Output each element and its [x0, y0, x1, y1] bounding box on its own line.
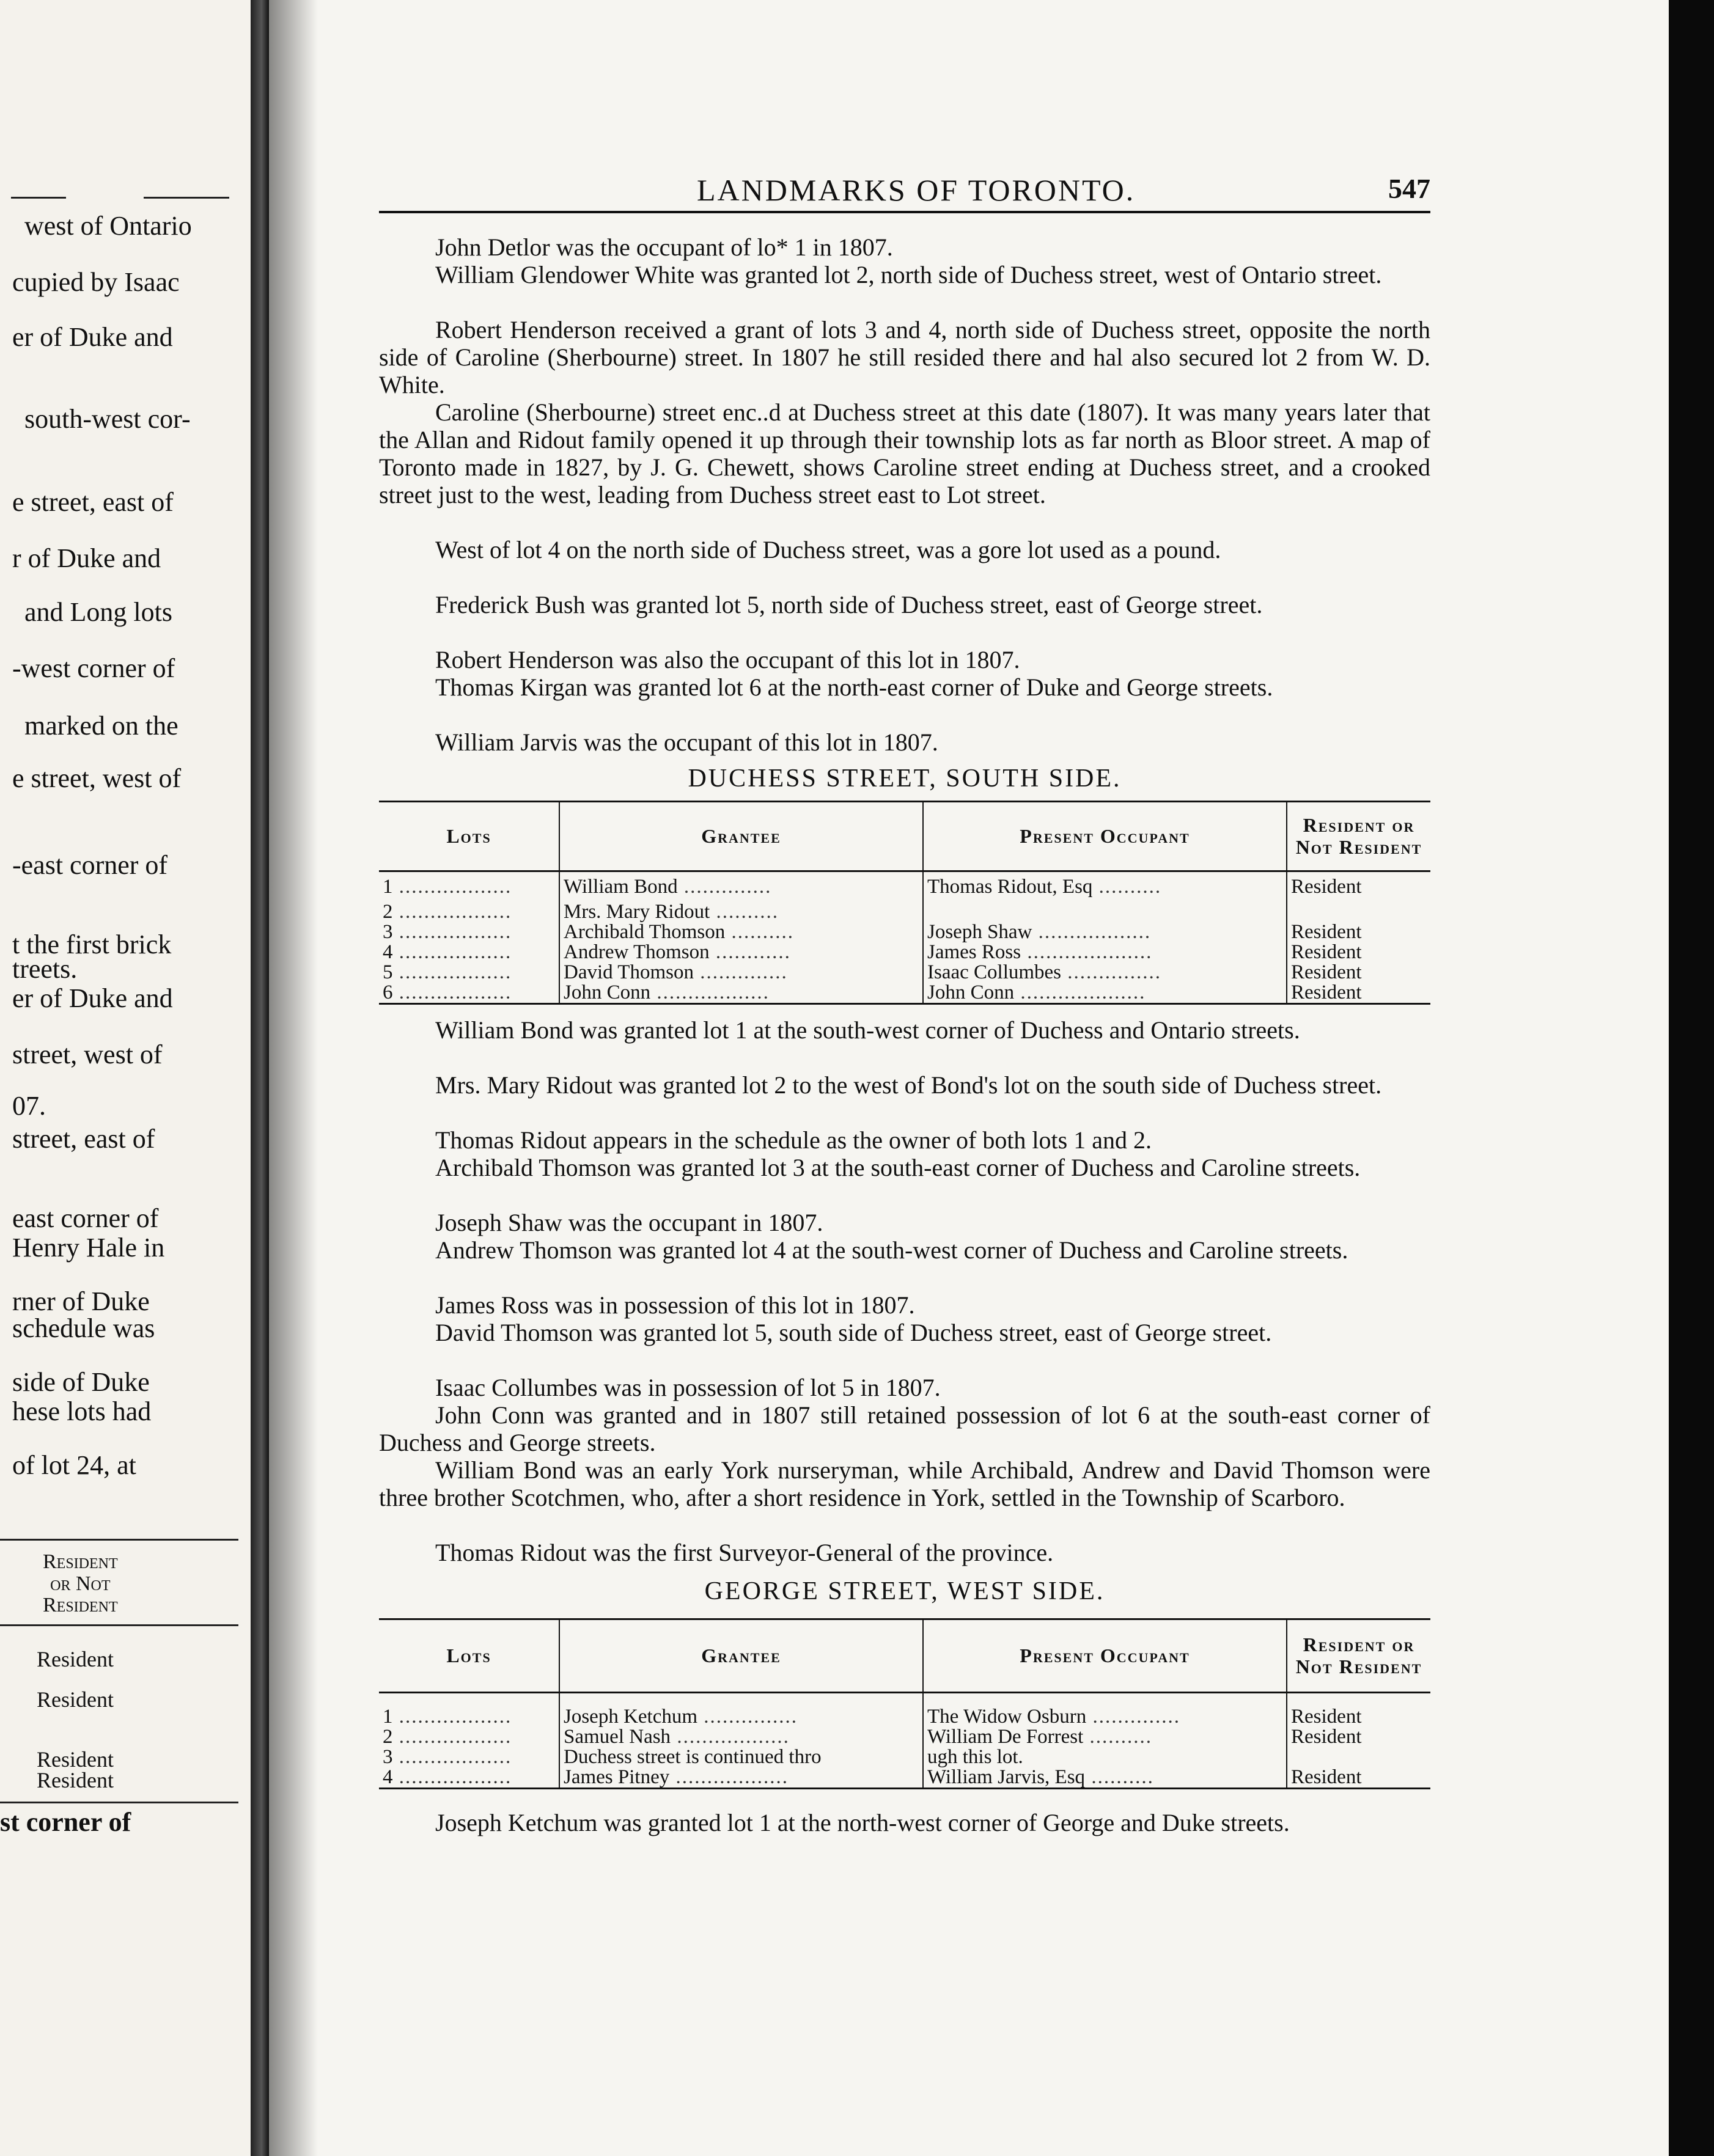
- grantee-cell: Duchess street is continued thro: [559, 1747, 923, 1767]
- occupant-cell: John Conn ....................: [923, 983, 1287, 1004]
- table-row: [379, 942, 1430, 963]
- left-fragment: treets.: [12, 954, 78, 984]
- resident-cell: Resident: [1287, 963, 1430, 983]
- left-fragment: street, west of: [12, 1040, 163, 1069]
- left-table-value: Resident: [37, 1768, 114, 1792]
- occupant-cell: William Jarvis, Esq ..........: [923, 1767, 1287, 1789]
- occupant-cell: ugh this lot.: [923, 1747, 1287, 1767]
- grantee-cell: James Pitney ..................: [559, 1767, 923, 1789]
- paragraph: Caroline (Sherbourne) street enc..d at Duchess street at this date (1807). It was many years later that the Allan and Ridout family opened it up through their township lots as far north as Bloor street. A map of Toronto made in 1827, by J. G. Chewett, shows Caroline street ending at Duchess street, and a crooked street just to the west, leading from Duchess street east to Lot street.: [379, 398, 1430, 508]
- left-table-header: [43, 1551, 118, 1616]
- paragraph: William Jarvis was the occupant of this lot in 1807.: [435, 728, 938, 756]
- page-edge: [1669, 0, 1714, 2156]
- left-fragment: schedule was: [12, 1313, 155, 1343]
- col-header-occupant: Present Occupant: [923, 802, 1287, 871]
- left-fragment: west of Ontario: [24, 211, 192, 241]
- paragraph: Isaac Collumbes was in possession of lot 5 in 1807.: [435, 1374, 941, 1401]
- occupant-cell: Isaac Collumbes ...............: [923, 963, 1287, 983]
- occupant-cell: William De Forrest ..........: [923, 1727, 1287, 1747]
- grantee-cell: Mrs. Mary Ridout ..........: [559, 902, 923, 922]
- left-fragment: 07.: [12, 1091, 46, 1121]
- lot-cell: 2 ..................: [383, 901, 512, 922]
- left-fragment: -west corner of: [12, 653, 175, 683]
- grantee-cell: Archibald Thomson ..........: [559, 922, 923, 942]
- left-fragment: -east corner of: [12, 850, 168, 880]
- col-header-lots: Lots: [446, 824, 491, 847]
- lot-cell: 1 ..................: [383, 875, 512, 898]
- col-header-occupant: Present Occupant: [923, 1619, 1287, 1693]
- resident-cell: [1287, 902, 1430, 922]
- lot-cell: 3 ..................: [383, 1747, 512, 1767]
- occupant-cell: Joseph Shaw ..................: [923, 922, 1287, 942]
- col-header-grantee: Grantee: [559, 1619, 923, 1693]
- paragraph: William Bond was an early York nurseryman, while Archibald, Andrew and David Thomson were three brother Scotchmen, who, after a short residence in York, settled in the Township of Scarboro.: [379, 1456, 1430, 1511]
- paragraph: James Ross was in possession of this lot in 1807.: [435, 1291, 915, 1319]
- left-table-header-line: Resident: [43, 1550, 118, 1573]
- resident-cell: Resident: [1287, 942, 1430, 963]
- spine-shadow: [269, 0, 318, 2156]
- col-header-lots: Lots: [446, 1644, 491, 1667]
- left-fragment: er of Duke and: [12, 983, 173, 1013]
- left-rule: [11, 197, 66, 199]
- col-header-grantee: Grantee: [559, 802, 923, 871]
- george-street-table: [379, 1618, 1430, 1789]
- grantee-cell: Samuel Nash ..................: [559, 1727, 923, 1747]
- grantee-cell: Joseph Ketchum ...............: [559, 1693, 923, 1727]
- left-fragment: south-west cor-: [24, 404, 191, 434]
- resident-cell: Resident: [1287, 871, 1430, 902]
- lot-cell: 4 ..................: [383, 1767, 512, 1788]
- grantee-cell: William Bond ..............: [559, 871, 923, 902]
- table-row: [379, 871, 1430, 902]
- paragraph: William Glendower White was granted lot 2, north side of Duchess street, west of Ontario street.: [435, 261, 1382, 288]
- occupant-cell: Thomas Ridout, Esq ..........: [923, 871, 1287, 902]
- page-number: 547: [1388, 173, 1430, 204]
- left-table-rule: [0, 1539, 238, 1541]
- left-fragment: t the first brick: [12, 930, 172, 959]
- left-fragment: e street, east of: [12, 487, 174, 517]
- paragraph: West of lot 4 on the north side of Duchess street, was a gore lot used as a pound.: [435, 536, 1221, 563]
- left-table-rule: [0, 1624, 238, 1626]
- left-fragment: and Long lots: [24, 597, 172, 627]
- paragraph: John Conn was granted and in 1807 still retained possession of lot 6 at the south-east corner of Duchess and George streets.: [379, 1401, 1430, 1456]
- paragraph: Thomas Kirgan was granted lot 6 at the north-east corner of Duke and George streets.: [435, 673, 1273, 701]
- paragraph: Mrs. Mary Ridout was granted lot 2 to the west of Bond's lot on the south side of Duchess street.: [435, 1071, 1382, 1099]
- paragraph: Joseph Ketchum was granted lot 1 at the north-west corner of George and Duke streets.: [435, 1809, 1290, 1836]
- page-gutter: [251, 0, 269, 2156]
- paragraph: Thomas Ridout appears in the schedule as the owner of both lots 1 and 2.: [435, 1126, 1152, 1154]
- paragraph: David Thomson was granted lot 5, south side of Duchess street, east of George street.: [435, 1319, 1272, 1346]
- left-fragment: hese lots had: [12, 1396, 152, 1426]
- resident-cell: Resident: [1287, 983, 1430, 1004]
- col-header-resident: Resident or Not Resident: [1287, 1619, 1430, 1693]
- occupant-cell: James Ross ....................: [923, 942, 1287, 963]
- paragraph: Robert Henderson received a grant of lots 3 and 4, north side of Duchess street, opposite the north side of Caroline (Sherbourne) street. In 1807 he still resided there and hal also secured lot 2 from W. D. White.: [379, 316, 1430, 398]
- paragraph: Joseph Shaw was the occupant in 1807.: [435, 1209, 823, 1236]
- table-row: [379, 1727, 1430, 1747]
- left-fragment: e street, west of: [12, 763, 182, 793]
- running-header: [379, 172, 1430, 209]
- left-table-header-line: Resident: [43, 1594, 118, 1617]
- left-rule: [144, 197, 229, 199]
- grantee-cell: Andrew Thomson ............: [559, 942, 923, 963]
- table-row: [379, 983, 1430, 1004]
- left-fragment: st corner of: [0, 1807, 131, 1837]
- left-fragment: east corner of: [12, 1203, 159, 1233]
- grantee-cell: John Conn ..................: [559, 983, 923, 1004]
- left-table-header-line: or Not: [50, 1572, 111, 1595]
- table-row: [379, 963, 1430, 983]
- lot-cell: 6 ..................: [383, 982, 512, 1003]
- duchess-street-table: [379, 801, 1430, 1005]
- resident-cell: Resident: [1287, 1693, 1430, 1727]
- paragraph: Archibald Thomson was granted lot 3 at the south-east corner of Duchess and Caroline streets.: [435, 1154, 1361, 1181]
- left-table-rule: [0, 1802, 238, 1803]
- left-table-value: Resident: [37, 1687, 114, 1712]
- lot-cell: 2 ..................: [383, 1726, 512, 1747]
- col-header-resident: Resident or Not Resident: [1287, 802, 1430, 871]
- section-title: DUCHESS STREET, SOUTH SIDE.: [688, 765, 1122, 793]
- table-row: [379, 1747, 1430, 1767]
- table-row: [379, 902, 1430, 922]
- table-row: [379, 922, 1430, 942]
- paragraph: Frederick Bush was granted lot 5, north side of Duchess street, east of George street.: [435, 591, 1263, 618]
- resident-cell: Resident: [1287, 1767, 1430, 1789]
- lot-cell: 4 ..................: [383, 942, 512, 963]
- section-title: GEORGE STREET, WEST SIDE.: [704, 1577, 1105, 1605]
- lot-cell: 5 ..................: [383, 962, 512, 983]
- left-fragment: cupied by Isaac: [12, 267, 180, 297]
- resident-cell: [1287, 1747, 1430, 1767]
- paragraph: John Detlor was the occupant of lo* 1 in 1807.: [435, 233, 893, 261]
- left-fragment: r of Duke and: [12, 543, 161, 573]
- paragraph: William Bond was granted lot 1 at the south-west corner of Duchess and Ontario streets.: [435, 1016, 1300, 1044]
- lot-cell: 1 ..................: [383, 1705, 512, 1727]
- resident-cell: Resident: [1287, 1727, 1430, 1747]
- occupant-cell: The Widow Osburn ..............: [923, 1693, 1287, 1727]
- left-fragment: street, east of: [12, 1124, 155, 1154]
- header-rule: [379, 211, 1430, 213]
- left-fragment: rner of Duke: [12, 1286, 150, 1316]
- grantee-cell: David Thomson ..............: [559, 963, 923, 983]
- table-row: [379, 1693, 1430, 1727]
- left-fragment: marked on the: [24, 711, 178, 741]
- left-fragment: Henry Hale in: [12, 1233, 165, 1263]
- left-fragment: side of Duke: [12, 1367, 150, 1397]
- resident-cell: Resident: [1287, 922, 1430, 942]
- table-row: [379, 1767, 1430, 1789]
- running-title: LANDMARKS OF TORONTO.: [697, 173, 1136, 207]
- lot-cell: 3 ..................: [383, 922, 512, 942]
- left-fragment: er of Duke and: [12, 322, 173, 352]
- left-table-value: Resident: [37, 1647, 114, 1671]
- paragraph: Thomas Ridout was the first Surveyor-General of the province.: [435, 1539, 1054, 1566]
- left-fragment: of lot 24, at: [12, 1450, 136, 1480]
- occupant-cell: [923, 902, 1287, 922]
- paragraph: Robert Henderson was also the occupant of this lot in 1807.: [435, 646, 1020, 673]
- left-table-value: Resident: [37, 1747, 114, 1772]
- paragraph: Andrew Thomson was granted lot 4 at the south-west corner of Duchess and Caroline streets.: [435, 1236, 1348, 1264]
